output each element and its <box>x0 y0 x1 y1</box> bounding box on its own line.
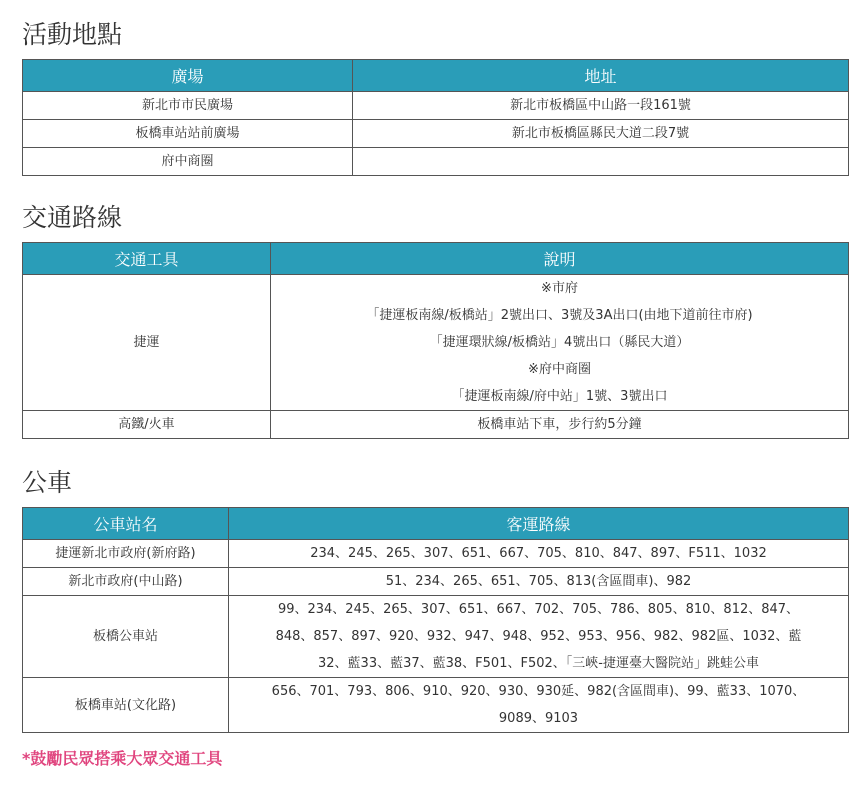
table-row <box>23 148 849 176</box>
metro-line: ※市府 <box>541 281 578 296</box>
bus-route-line: 234、245、265、307、651、667、705、810、847、897、F511、1032 <box>310 546 767 561</box>
table-row <box>23 92 849 120</box>
bus-routes <box>229 540 849 568</box>
bus-route-line: 99、234、245、265、307、651、667、702、705、786、805、810、812、847、 <box>277 602 800 617</box>
venue-title: 活動地點 <box>22 20 123 49</box>
table-row <box>23 120 849 148</box>
table-row <box>23 411 849 439</box>
bus-route-line: 32、藍33、藍37、藍38、F501、F502、「三峽-捷運臺大醫院站」跳蛙公車 <box>318 656 759 671</box>
table-row <box>23 275 849 411</box>
venue-table <box>22 59 849 176</box>
venue-address <box>353 148 849 176</box>
bus-route-line: 9089、9103 <box>498 711 579 726</box>
metro-line: 「捷運板南線/板橋站」2號出口、3號及3A出口(由地下道前往市府) <box>366 308 753 323</box>
venue-plaza: 府中商圈 <box>23 148 353 176</box>
bus-stop: 新北市政府(中山路) <box>23 568 229 596</box>
rail-label: 高鐵/火車 <box>23 411 271 439</box>
bus-header-routes: 客運路線 <box>229 508 849 540</box>
rail-desc: 板橋車站下車，步行約5分鐘 <box>271 411 849 439</box>
transport-header-mode: 交通工具 <box>23 243 271 275</box>
bus-route-line: 656、701、793、806、910、920、930、930延、982(含區間車)、99、藍33、1070、 <box>271 684 806 699</box>
venue-plaza: 新北市市民廣場 <box>23 92 353 120</box>
bus-routes <box>229 678 849 733</box>
bus-route-line: 51、234、265、651、705、813(含區間車)、982 <box>385 574 692 589</box>
venue-address: 新北市板橋區縣民大道二段7號 <box>353 120 849 148</box>
table-row <box>23 540 849 568</box>
transport-table <box>22 242 849 439</box>
public-transport-note: *鼓勵民眾搭乘大眾交通工具 <box>22 749 223 768</box>
bus-stop: 板橋車站(文化路) <box>23 678 229 733</box>
venue-header-row <box>23 60 849 92</box>
transport-header-desc: 說明 <box>271 243 849 275</box>
transport-header-row <box>23 243 849 275</box>
bus-table <box>22 507 849 733</box>
bus-stop: 板橋公車站 <box>23 596 229 678</box>
bus-routes <box>229 596 849 678</box>
metro-line: 「捷運環狀線/板橋站」4號出口（縣民大道） <box>429 335 690 350</box>
transport-title: 交通路線 <box>22 203 123 232</box>
table-row <box>23 568 849 596</box>
bus-route-line: 848、857、897、920、932、947、948、952、953、956、982、982區、1032、藍 <box>275 629 802 644</box>
metro-label: 捷運 <box>23 275 271 411</box>
metro-desc <box>271 275 849 411</box>
metro-line: 「捷運板南線/府中站」1號、3號出口 <box>451 389 668 404</box>
venue-header-address: 地址 <box>353 60 849 92</box>
bus-stop: 捷運新北市政府(新府路) <box>23 540 229 568</box>
table-row <box>23 678 849 733</box>
bus-header-stop: 公車站名 <box>23 508 229 540</box>
metro-line: ※府中商圈 <box>528 362 591 377</box>
bus-routes <box>229 568 849 596</box>
venue-plaza: 板橋車站站前廣場 <box>23 120 353 148</box>
bus-title: 公車 <box>22 468 73 497</box>
bus-header-row <box>23 508 849 540</box>
venue-header-plaza: 廣場 <box>23 60 353 92</box>
venue-address: 新北市板橋區中山路一段161號 <box>353 92 849 120</box>
table-row <box>23 596 849 678</box>
